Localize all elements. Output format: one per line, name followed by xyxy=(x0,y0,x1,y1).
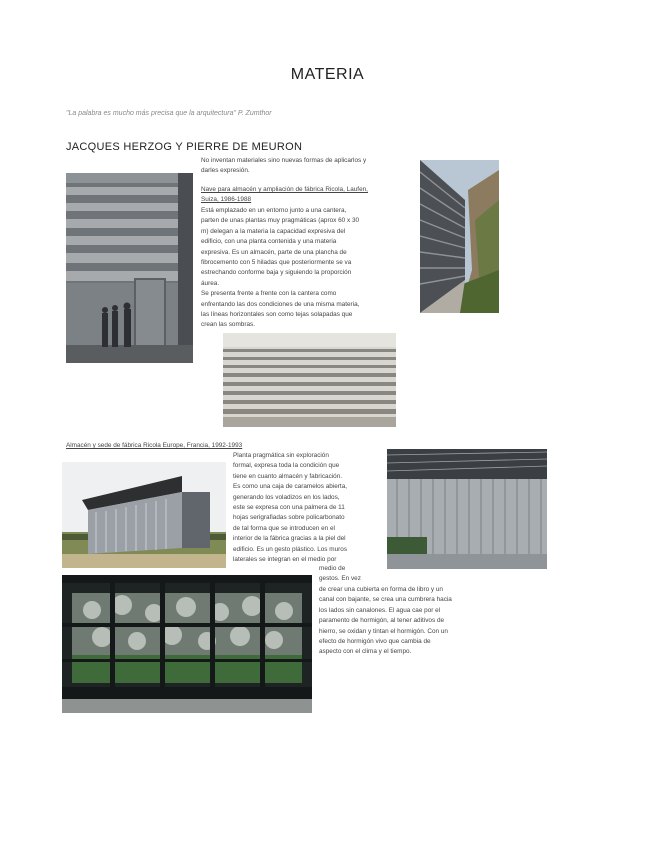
text-line: fibrocemento con 5 hiladas que posteriormente se va xyxy=(201,259,352,267)
text-line: Nave para almacén y ampliación de fábrica Ricola, Laufen, xyxy=(201,186,368,193)
text-line: expresiva. Es un almacén, parte de una plancha de xyxy=(201,248,347,256)
text-line: parten de unas plantas muy pragmáticas (aprox 60 x 30 xyxy=(201,217,360,225)
ricola-laufen-body xyxy=(201,206,416,331)
text-line: Planta pragmática sin exploración xyxy=(233,452,329,459)
text-line: edificio, con una planta contenida y una materia xyxy=(201,238,337,246)
text-line: hierro, se oxidan y tintan el hormigón. Con un xyxy=(319,627,448,635)
intro-text xyxy=(201,156,421,177)
text-line: hojas serigrafiadas sobre policarbonato xyxy=(233,514,345,522)
text-line: paramento de hormigón, al tener aditivos de xyxy=(319,617,445,625)
text-line: áurea. xyxy=(201,279,220,287)
text-line: los lados sin canalones. El agua cae por el xyxy=(319,606,441,614)
text-line: gestos. En vez xyxy=(319,575,361,583)
text-line: Es como una caja de caramelos abierta, xyxy=(233,483,348,491)
text-line: generando los voladizos en los lados, xyxy=(233,493,340,501)
text-line: canal con bajante, se crea una cumbrera hacia xyxy=(319,596,452,604)
ricola-europe-subtitle: Almacén y sede de fábrica Ricola Europe, Francia, 1992-1993 xyxy=(66,442,243,449)
laufen-quarry-photo xyxy=(420,160,499,313)
text-line: estrechando conforme baja y siguiendo la proporción xyxy=(201,269,352,277)
ricola-europe-facade-photo xyxy=(387,449,547,569)
text-line: Suiza, 1986-1988 xyxy=(201,196,252,204)
page-title: MATERIA xyxy=(290,66,365,83)
ricola-laufen-subtitle xyxy=(201,185,416,206)
text-line: formal, expresa toda la condición que xyxy=(233,462,340,470)
text-line: este se expresa con una palmera de 11 xyxy=(233,504,345,512)
laufen-panels-detail-photo xyxy=(223,333,396,427)
text-line: efecto de hormigón vivo que cambia de xyxy=(319,638,431,646)
text-line: No inventan materiales sino nuevas formas de aplicarlos y xyxy=(201,157,367,164)
text-line: Está emplazado en un entorno junto a una cantera, xyxy=(201,207,347,214)
text-line: medio de xyxy=(319,565,346,572)
text-line: Se presenta frente a frente con la cantera como xyxy=(201,290,337,298)
text-line: enfrentando las dos condiciones de una misma materia, xyxy=(201,300,360,308)
text-line: interior de la fábrica gracias a la piel del xyxy=(233,535,346,543)
text-line: laterales se integran en el medio por xyxy=(233,556,337,564)
text-line: tiene en cuanto almacén y fabricación. xyxy=(233,472,343,480)
ricola-europe-body-a xyxy=(233,451,383,565)
text-line: de tal forma que se introducen en el xyxy=(233,524,335,532)
text-line: aspecto con el clima y el tiempo. xyxy=(319,648,412,656)
text-line: darles expresión. xyxy=(201,167,250,175)
architects-heading: JACQUES HERZOG Y PIERRE DE MEURON xyxy=(66,141,303,153)
text-line: de crear una cubierta en forma de libro y un xyxy=(319,586,443,593)
ricola-europe-body-b xyxy=(319,564,379,585)
zumthor-quote: "La palabra es mucho más precisa que la arquitectura" P. Zumthor xyxy=(66,110,272,117)
ricola-europe-exterior-photo xyxy=(62,462,226,568)
text-line: crean las sombras. xyxy=(201,321,255,329)
ricola-europe-interior-photo xyxy=(62,575,312,713)
laufen-facade-photo xyxy=(66,173,193,363)
text-line: edificio. Es un gesto plástico. Los muros xyxy=(233,545,348,553)
text-line: las líneas horizontales son como tejas solapadas que xyxy=(201,311,353,319)
ricola-europe-body-c xyxy=(319,585,494,658)
text-line: m) delegan a la materia la capacidad expresiva del xyxy=(201,227,346,235)
